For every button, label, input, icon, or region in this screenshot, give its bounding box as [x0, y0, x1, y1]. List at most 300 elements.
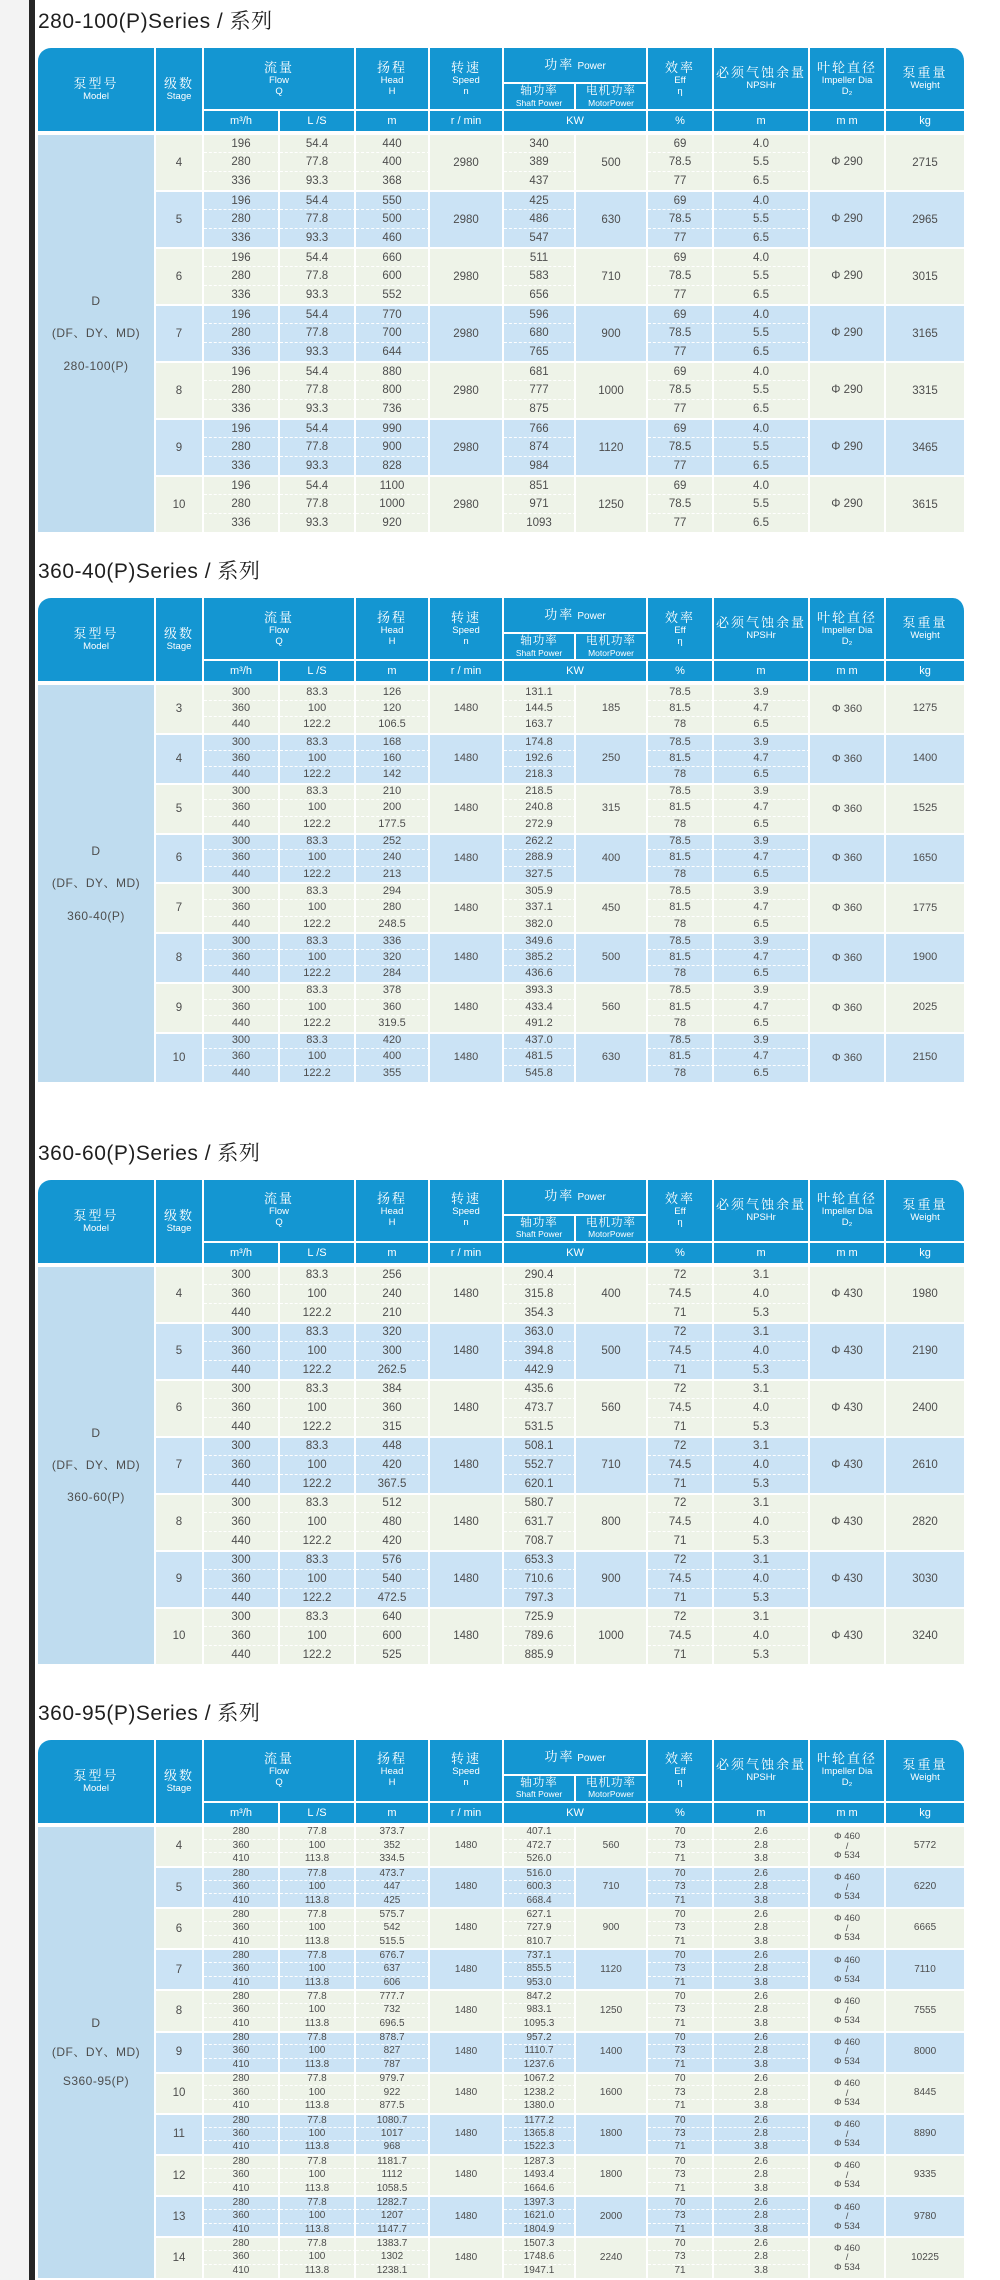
- impeller-line: /: [845, 2046, 849, 2058]
- unit-speed: r / min: [430, 1243, 504, 1265]
- eff-cell: 73: [648, 2209, 714, 2223]
- eff-cell: 71: [648, 2058, 714, 2072]
- impeller-dia-cell: [810, 475, 886, 532]
- flow-ls-cell: 77.8: [280, 209, 356, 228]
- col-header-eff: 效率 Eff η: [648, 598, 714, 661]
- eff-cell: 71: [648, 1645, 714, 1664]
- stage-cell: 9: [156, 2031, 204, 2072]
- flow-ls-cell: 122.2: [280, 866, 356, 883]
- flow-ls-cell: 113.8: [280, 1976, 356, 1990]
- impeller-line: /: [845, 2005, 849, 2017]
- eff-cell: 78.5: [648, 733, 714, 750]
- eff-cell: 70: [648, 2031, 714, 2045]
- flow-ls-cell: 100: [280, 2003, 356, 2017]
- npshr-cell: 4.7: [714, 849, 810, 866]
- head-cell: 420: [356, 1455, 430, 1474]
- eff-cell: 78.5: [648, 683, 714, 700]
- model-line: 360-40(P): [67, 908, 125, 923]
- npshr-cell: 4.0: [714, 1455, 810, 1474]
- npshr-cell: 5.5: [714, 380, 810, 399]
- shaft-power-cell: 363.0: [504, 1322, 576, 1341]
- npshr-cell: 3.8: [714, 1852, 810, 1866]
- flow-m3h-cell: 280: [204, 494, 280, 513]
- head-cell: 606: [356, 1976, 430, 1990]
- shaft-power-cell: 1507.3: [504, 2236, 576, 2250]
- head-cell: 472.5: [356, 1588, 430, 1607]
- unit-power: KW: [504, 111, 648, 133]
- stage-cell: 8: [156, 932, 204, 982]
- flow-ls-cell: 100: [280, 1455, 356, 1474]
- col-header-weight: 泵重量 Weight: [886, 1740, 966, 1803]
- npshr-cell: 6.5: [714, 285, 810, 304]
- flow-ls-cell: 83.3: [280, 1493, 356, 1512]
- head-cell: 177.5: [356, 816, 430, 833]
- shaft-power-cell: 681: [504, 361, 576, 380]
- npshr-cell: 3.8: [714, 1935, 810, 1949]
- flow-m3h-cell: 300: [204, 932, 280, 949]
- npshr-cell: 3.9: [714, 683, 810, 700]
- eff-cell: 71: [648, 2182, 714, 2196]
- npshr-cell: 2.8: [714, 2209, 810, 2223]
- npshr-cell: 3.8: [714, 1893, 810, 1907]
- npshr-cell: 4.7: [714, 700, 810, 717]
- head-cell: 800: [356, 380, 430, 399]
- weight-cell: 3165: [886, 304, 966, 361]
- model-line: D: [91, 1425, 101, 1440]
- impeller-line: /: [845, 2087, 849, 2099]
- speed-cell: 1480: [430, 2072, 504, 2113]
- impeller-dia-cell: [810, 1907, 886, 1948]
- npshr-cell: 4.0: [714, 475, 810, 494]
- eff-cell: 81.5: [648, 1048, 714, 1065]
- flow-ls-cell: 93.3: [280, 513, 356, 532]
- impeller-line: Φ 290: [831, 384, 863, 397]
- speed-cell: 1480: [430, 882, 504, 932]
- head-cell: 142: [356, 766, 430, 783]
- head-cell: 878.7: [356, 2031, 430, 2045]
- unit-npshr: m: [714, 111, 810, 133]
- head-cell: 968: [356, 2140, 430, 2154]
- shaft-power-cell: 473.7: [504, 1398, 576, 1417]
- head-cell: 1017: [356, 2127, 430, 2141]
- table-row: [38, 2031, 966, 2045]
- impeller-dia-cell: [810, 190, 886, 247]
- npshr-cell: 6.5: [714, 456, 810, 475]
- flow-ls-cell: 100: [280, 1048, 356, 1065]
- stage-cell: 11: [156, 2113, 204, 2154]
- eff-cell: 72: [648, 1379, 714, 1398]
- flow-m3h-cell: 336: [204, 342, 280, 361]
- flow-m3h-cell: 300: [204, 1322, 280, 1341]
- head-cell: 473.7: [356, 1866, 430, 1880]
- head-cell: 877.5: [356, 2099, 430, 2113]
- npshr-cell: 2.6: [714, 1907, 810, 1921]
- flow-ls-cell: 83.3: [280, 982, 356, 999]
- shaft-power-cell: 315.8: [504, 1284, 576, 1303]
- flow-ls-cell: 100: [280, 899, 356, 916]
- speed-cell: 1480: [430, 2154, 504, 2195]
- model-line: (DF、DY、MD): [51, 1457, 141, 1472]
- impeller-line: Φ 534: [833, 2055, 861, 2067]
- shaft-power-cell: 1748.6: [504, 2250, 576, 2264]
- shaft-power-cell: 174.8: [504, 733, 576, 750]
- motor-power-cell: 710: [576, 247, 648, 304]
- table-row: [38, 783, 966, 800]
- npshr-cell: 4.7: [714, 949, 810, 966]
- table-row: [38, 733, 966, 750]
- flow-m3h-cell: 360: [204, 1284, 280, 1303]
- impeller-line: /: [845, 1922, 849, 1934]
- impeller-line: Φ 460: [833, 1995, 861, 2007]
- table-row: [38, 190, 966, 209]
- flow-ls-cell: 93.3: [280, 228, 356, 247]
- flow-ls-cell: 77.8: [280, 1825, 356, 1839]
- flow-ls-cell: 77.8: [280, 1989, 356, 2003]
- head-cell: 500: [356, 209, 430, 228]
- flow-ls-cell: 113.8: [280, 2058, 356, 2072]
- impeller-dia-cell: [810, 2236, 886, 2277]
- flow-m3h-cell: 410: [204, 2182, 280, 2196]
- speed-cell: 1480: [430, 2236, 504, 2277]
- flow-ls-cell: 83.3: [280, 882, 356, 899]
- table-row: [38, 304, 966, 323]
- impeller-line: /: [845, 1881, 849, 1893]
- speed-cell: 2980: [430, 190, 504, 247]
- unit-head: m: [356, 661, 430, 683]
- table-row: [38, 247, 966, 266]
- eff-cell: 70: [648, 1948, 714, 1962]
- shaft-power-cell: 1093: [504, 513, 576, 532]
- npshr-cell: 4.0: [714, 190, 810, 209]
- weight-cell: 1400: [886, 733, 966, 783]
- flow-m3h-cell: 300: [204, 1436, 280, 1455]
- head-cell: 106.5: [356, 716, 430, 733]
- unit-flow-ls: L /S: [280, 661, 356, 683]
- npshr-cell: 4.0: [714, 1626, 810, 1645]
- head-cell: 425: [356, 1893, 430, 1907]
- head-cell: 240: [356, 849, 430, 866]
- flow-m3h-cell: 360: [204, 1512, 280, 1531]
- shaft-power-cell: 765: [504, 342, 576, 361]
- flow-m3h-cell: 360: [204, 1341, 280, 1360]
- unit-power: KW: [504, 661, 648, 683]
- shaft-power-cell: 349.6: [504, 932, 576, 949]
- eff-cell: 78: [648, 916, 714, 933]
- impeller-line: Φ 460: [833, 2201, 861, 2213]
- flow-ls-cell: 77.8: [280, 1907, 356, 1921]
- eff-cell: 81.5: [648, 799, 714, 816]
- col-header-power: 功率 Power: [504, 48, 648, 84]
- npshr-cell: 3.1: [714, 1265, 810, 1284]
- col-header-impeller: 叶轮直径 Impeller Dia D₂: [810, 1740, 886, 1803]
- flow-ls-cell: 83.3: [280, 783, 356, 800]
- unit-flow-m3h: m³/h: [204, 1243, 280, 1265]
- eff-cell: 81.5: [648, 849, 714, 866]
- flow-m3h-cell: 360: [204, 949, 280, 966]
- eff-cell: 74.5: [648, 1398, 714, 1417]
- unit-power: KW: [504, 1243, 648, 1265]
- model-line: D: [91, 2015, 101, 2030]
- npshr-cell: 3.8: [714, 2264, 810, 2278]
- shaft-power-cell: 385.2: [504, 949, 576, 966]
- shaft-power-cell: 262.2: [504, 833, 576, 850]
- flow-m3h-cell: 360: [204, 2003, 280, 2017]
- impeller-line: Φ 290: [831, 213, 863, 226]
- flow-ls-cell: 100: [280, 2044, 356, 2058]
- head-cell: 400: [356, 1048, 430, 1065]
- head-cell: 979.7: [356, 2072, 430, 2086]
- head-cell: 575.7: [356, 1907, 430, 1921]
- flow-ls-cell: 113.8: [280, 1893, 356, 1907]
- flow-ls-cell: 54.4: [280, 418, 356, 437]
- unit-impeller: m m: [810, 661, 886, 683]
- flow-m3h-cell: 440: [204, 866, 280, 883]
- flow-m3h-cell: 196: [204, 190, 280, 209]
- model-line: 360-60(P): [67, 1490, 125, 1505]
- section-title: 360-95(P)Series / 系列: [38, 1701, 261, 1725]
- flow-ls-cell: 93.3: [280, 399, 356, 418]
- speed-cell: 1480: [430, 1948, 504, 1989]
- motor-power-cell: 630: [576, 1032, 648, 1082]
- flow-m3h-cell: 300: [204, 1550, 280, 1569]
- npshr-cell: 3.9: [714, 882, 810, 899]
- eff-cell: 71: [648, 1360, 714, 1379]
- flow-m3h-cell: 440: [204, 716, 280, 733]
- col-header-shaft-power: 轴功率 Shaft Power: [504, 1216, 576, 1243]
- eff-cell: 69: [648, 361, 714, 380]
- flow-m3h-cell: 360: [204, 1921, 280, 1935]
- speed-cell: 1480: [430, 1379, 504, 1436]
- stage-cell: 13: [156, 2195, 204, 2236]
- flow-m3h-cell: 336: [204, 456, 280, 475]
- shaft-power-cell: 433.4: [504, 999, 576, 1016]
- flow-m3h-cell: 410: [204, 2140, 280, 2154]
- impeller-line: /: [845, 2169, 849, 2181]
- impeller-line: /: [845, 2211, 849, 2223]
- flow-m3h-cell: 360: [204, 1048, 280, 1065]
- npshr-cell: 2.6: [714, 1948, 810, 1962]
- flow-m3h-cell: 300: [204, 683, 280, 700]
- stage-cell: 9: [156, 982, 204, 1032]
- flow-m3h-cell: 410: [204, 1893, 280, 1907]
- npshr-cell: 3.8: [714, 2223, 810, 2237]
- flow-m3h-cell: 360: [204, 1398, 280, 1417]
- shaft-power-cell: 192.6: [504, 750, 576, 767]
- flow-m3h-cell: 280: [204, 1907, 280, 1921]
- flow-m3h-cell: 440: [204, 1303, 280, 1322]
- eff-cell: 69: [648, 475, 714, 494]
- shaft-power-cell: 810.7: [504, 1935, 576, 1949]
- flow-ls-cell: 113.8: [280, 2140, 356, 2154]
- flow-m3h-cell: 410: [204, 2058, 280, 2072]
- weight-cell: 8445: [886, 2072, 966, 2113]
- impeller-line: Φ 430: [831, 1401, 863, 1414]
- speed-cell: 1480: [430, 833, 504, 883]
- motor-power-cell: 500: [576, 1322, 648, 1379]
- table-row: [38, 932, 966, 949]
- flow-m3h-cell: 280: [204, 2154, 280, 2168]
- head-cell: 1302: [356, 2250, 430, 2264]
- flow-m3h-cell: 280: [204, 2072, 280, 2086]
- eff-cell: 74.5: [648, 1341, 714, 1360]
- flow-ls-cell: 122.2: [280, 1015, 356, 1032]
- npshr-cell: 5.3: [714, 1303, 810, 1322]
- weight-cell: 8000: [886, 2031, 966, 2072]
- shaft-power-cell: 511: [504, 247, 576, 266]
- flow-ls-cell: 54.4: [280, 475, 356, 494]
- flow-ls-cell: 83.3: [280, 1265, 356, 1284]
- col-header-head: 扬程 Head H: [356, 48, 430, 111]
- impeller-dia-cell: [810, 1493, 886, 1550]
- flow-ls-cell: 100: [280, 2085, 356, 2099]
- stage-cell: 8: [156, 361, 204, 418]
- flow-ls-cell: 113.8: [280, 1935, 356, 1949]
- npshr-cell: 6.5: [714, 866, 810, 883]
- flow-ls-cell: 83.3: [280, 1607, 356, 1626]
- head-cell: 600: [356, 1626, 430, 1645]
- impeller-line: Φ 534: [833, 2261, 861, 2273]
- model-line: (DF、DY、MD): [51, 2044, 141, 2059]
- shaft-power-cell: 516.0: [504, 1866, 576, 1880]
- head-cell: 550: [356, 190, 430, 209]
- head-cell: 1058.5: [356, 2182, 430, 2196]
- head-cell: 1383.7: [356, 2236, 430, 2250]
- flow-ls-cell: 100: [280, 1398, 356, 1417]
- eff-cell: 70: [648, 1989, 714, 2003]
- table-row: [38, 2072, 966, 2086]
- eff-cell: 73: [648, 2003, 714, 2017]
- npshr-cell: 4.7: [714, 1048, 810, 1065]
- impeller-line: Φ 460: [833, 2119, 861, 2131]
- weight-cell: 1775: [886, 882, 966, 932]
- col-header-npshr: 必须气蚀余量 NPSHr: [714, 598, 810, 661]
- shaft-power-cell: 1664.6: [504, 2182, 576, 2196]
- npshr-cell: 2.6: [714, 2236, 810, 2250]
- weight-cell: 2715: [886, 133, 966, 190]
- table-row: [38, 1493, 966, 1512]
- table-row: [38, 1825, 966, 1839]
- flow-ls-cell: 54.4: [280, 361, 356, 380]
- speed-cell: 2980: [430, 247, 504, 304]
- motor-power-cell: 1120: [576, 1948, 648, 1989]
- flow-ls-cell: 83.3: [280, 1322, 356, 1341]
- eff-cell: 78.5: [648, 932, 714, 949]
- series-section: [38, 1700, 966, 2278]
- flow-m3h-cell: 280: [204, 2031, 280, 2045]
- speed-cell: 1480: [430, 1866, 504, 1907]
- shaft-power-cell: 710.6: [504, 1569, 576, 1588]
- flow-ls-cell: 122.2: [280, 1360, 356, 1379]
- unit-eff: %: [648, 111, 714, 133]
- flow-ls-cell: 77.8: [280, 1948, 356, 1962]
- flow-m3h-cell: 410: [204, 2264, 280, 2278]
- head-cell: 922: [356, 2085, 430, 2099]
- shaft-power-cell: 737.1: [504, 1948, 576, 1962]
- npshr-cell: 4.7: [714, 999, 810, 1016]
- head-cell: 990: [356, 418, 430, 437]
- page-edge-line: [29, 0, 35, 2280]
- impeller-line: Φ 360: [831, 1051, 863, 1064]
- flow-m3h-cell: 300: [204, 882, 280, 899]
- npshr-cell: 4.0: [714, 361, 810, 380]
- npshr-cell: 5.3: [714, 1588, 810, 1607]
- npshr-cell: 3.1: [714, 1493, 810, 1512]
- head-cell: 360: [356, 1398, 430, 1417]
- impeller-line: Φ 290: [831, 441, 863, 454]
- flow-ls-cell: 100: [280, 1512, 356, 1531]
- npshr-cell: 2.8: [714, 1921, 810, 1935]
- stage-cell: 12: [156, 2154, 204, 2195]
- flow-m3h-cell: 360: [204, 799, 280, 816]
- weight-cell: 6665: [886, 1907, 966, 1948]
- flow-m3h-cell: 280: [204, 209, 280, 228]
- head-cell: 315: [356, 1417, 430, 1436]
- impeller-line: Φ 430: [831, 1572, 863, 1585]
- head-cell: 126: [356, 683, 430, 700]
- speed-cell: 2980: [430, 475, 504, 532]
- npshr-cell: 5.3: [714, 1645, 810, 1664]
- unit-speed: r / min: [430, 1803, 504, 1825]
- shaft-power-cell: 680: [504, 323, 576, 342]
- shaft-power-cell: 727.9: [504, 1921, 576, 1935]
- shaft-power-cell: 847.2: [504, 1989, 576, 2003]
- eff-cell: 73: [648, 2085, 714, 2099]
- flow-ls-cell: 77.8: [280, 437, 356, 456]
- motor-power-cell: 2240: [576, 2236, 648, 2277]
- impeller-line: Φ 360: [831, 752, 863, 765]
- stage-cell: 4: [156, 733, 204, 783]
- flow-m3h-cell: 300: [204, 1265, 280, 1284]
- flow-m3h-cell: 360: [204, 2085, 280, 2099]
- shaft-power-cell: 1380.0: [504, 2099, 576, 2113]
- flow-m3h-cell: 360: [204, 700, 280, 717]
- impeller-dia-cell: [810, 1825, 886, 1866]
- impeller-line: /: [845, 1964, 849, 1976]
- flow-m3h-cell: 280: [204, 266, 280, 285]
- shaft-power-cell: 393.3: [504, 982, 576, 999]
- shaft-power-cell: 851: [504, 475, 576, 494]
- head-cell: 515.5: [356, 1935, 430, 1949]
- flow-m3h-cell: 196: [204, 418, 280, 437]
- npshr-cell: 4.0: [714, 247, 810, 266]
- table-row: [38, 1866, 966, 1880]
- flow-ls-cell: 122.2: [280, 1303, 356, 1322]
- flow-ls-cell: 100: [280, 2250, 356, 2264]
- npshr-cell: 5.3: [714, 1531, 810, 1550]
- impeller-dia-cell: [810, 783, 886, 833]
- eff-cell: 72: [648, 1265, 714, 1284]
- impeller-dia-cell: [810, 1379, 886, 1436]
- spec-table: [38, 598, 966, 1081]
- eff-cell: 78.5: [648, 982, 714, 999]
- model-line: D: [91, 843, 101, 858]
- flow-ls-cell: 83.3: [280, 733, 356, 750]
- flow-ls-cell: 122.2: [280, 1645, 356, 1664]
- head-cell: 368: [356, 171, 430, 190]
- flow-ls-cell: 122.2: [280, 916, 356, 933]
- flow-m3h-cell: 440: [204, 916, 280, 933]
- motor-power-cell: 1120: [576, 418, 648, 475]
- head-cell: 378: [356, 982, 430, 999]
- table-row: [38, 1948, 966, 1962]
- flow-m3h-cell: 300: [204, 1607, 280, 1626]
- pump-catalog: [38, 0, 966, 2278]
- flow-ls-cell: 100: [280, 999, 356, 1016]
- eff-cell: 78.5: [648, 152, 714, 171]
- eff-cell: 71: [648, 2017, 714, 2031]
- flow-ls-cell: 100: [280, 750, 356, 767]
- speed-cell: 1480: [430, 783, 504, 833]
